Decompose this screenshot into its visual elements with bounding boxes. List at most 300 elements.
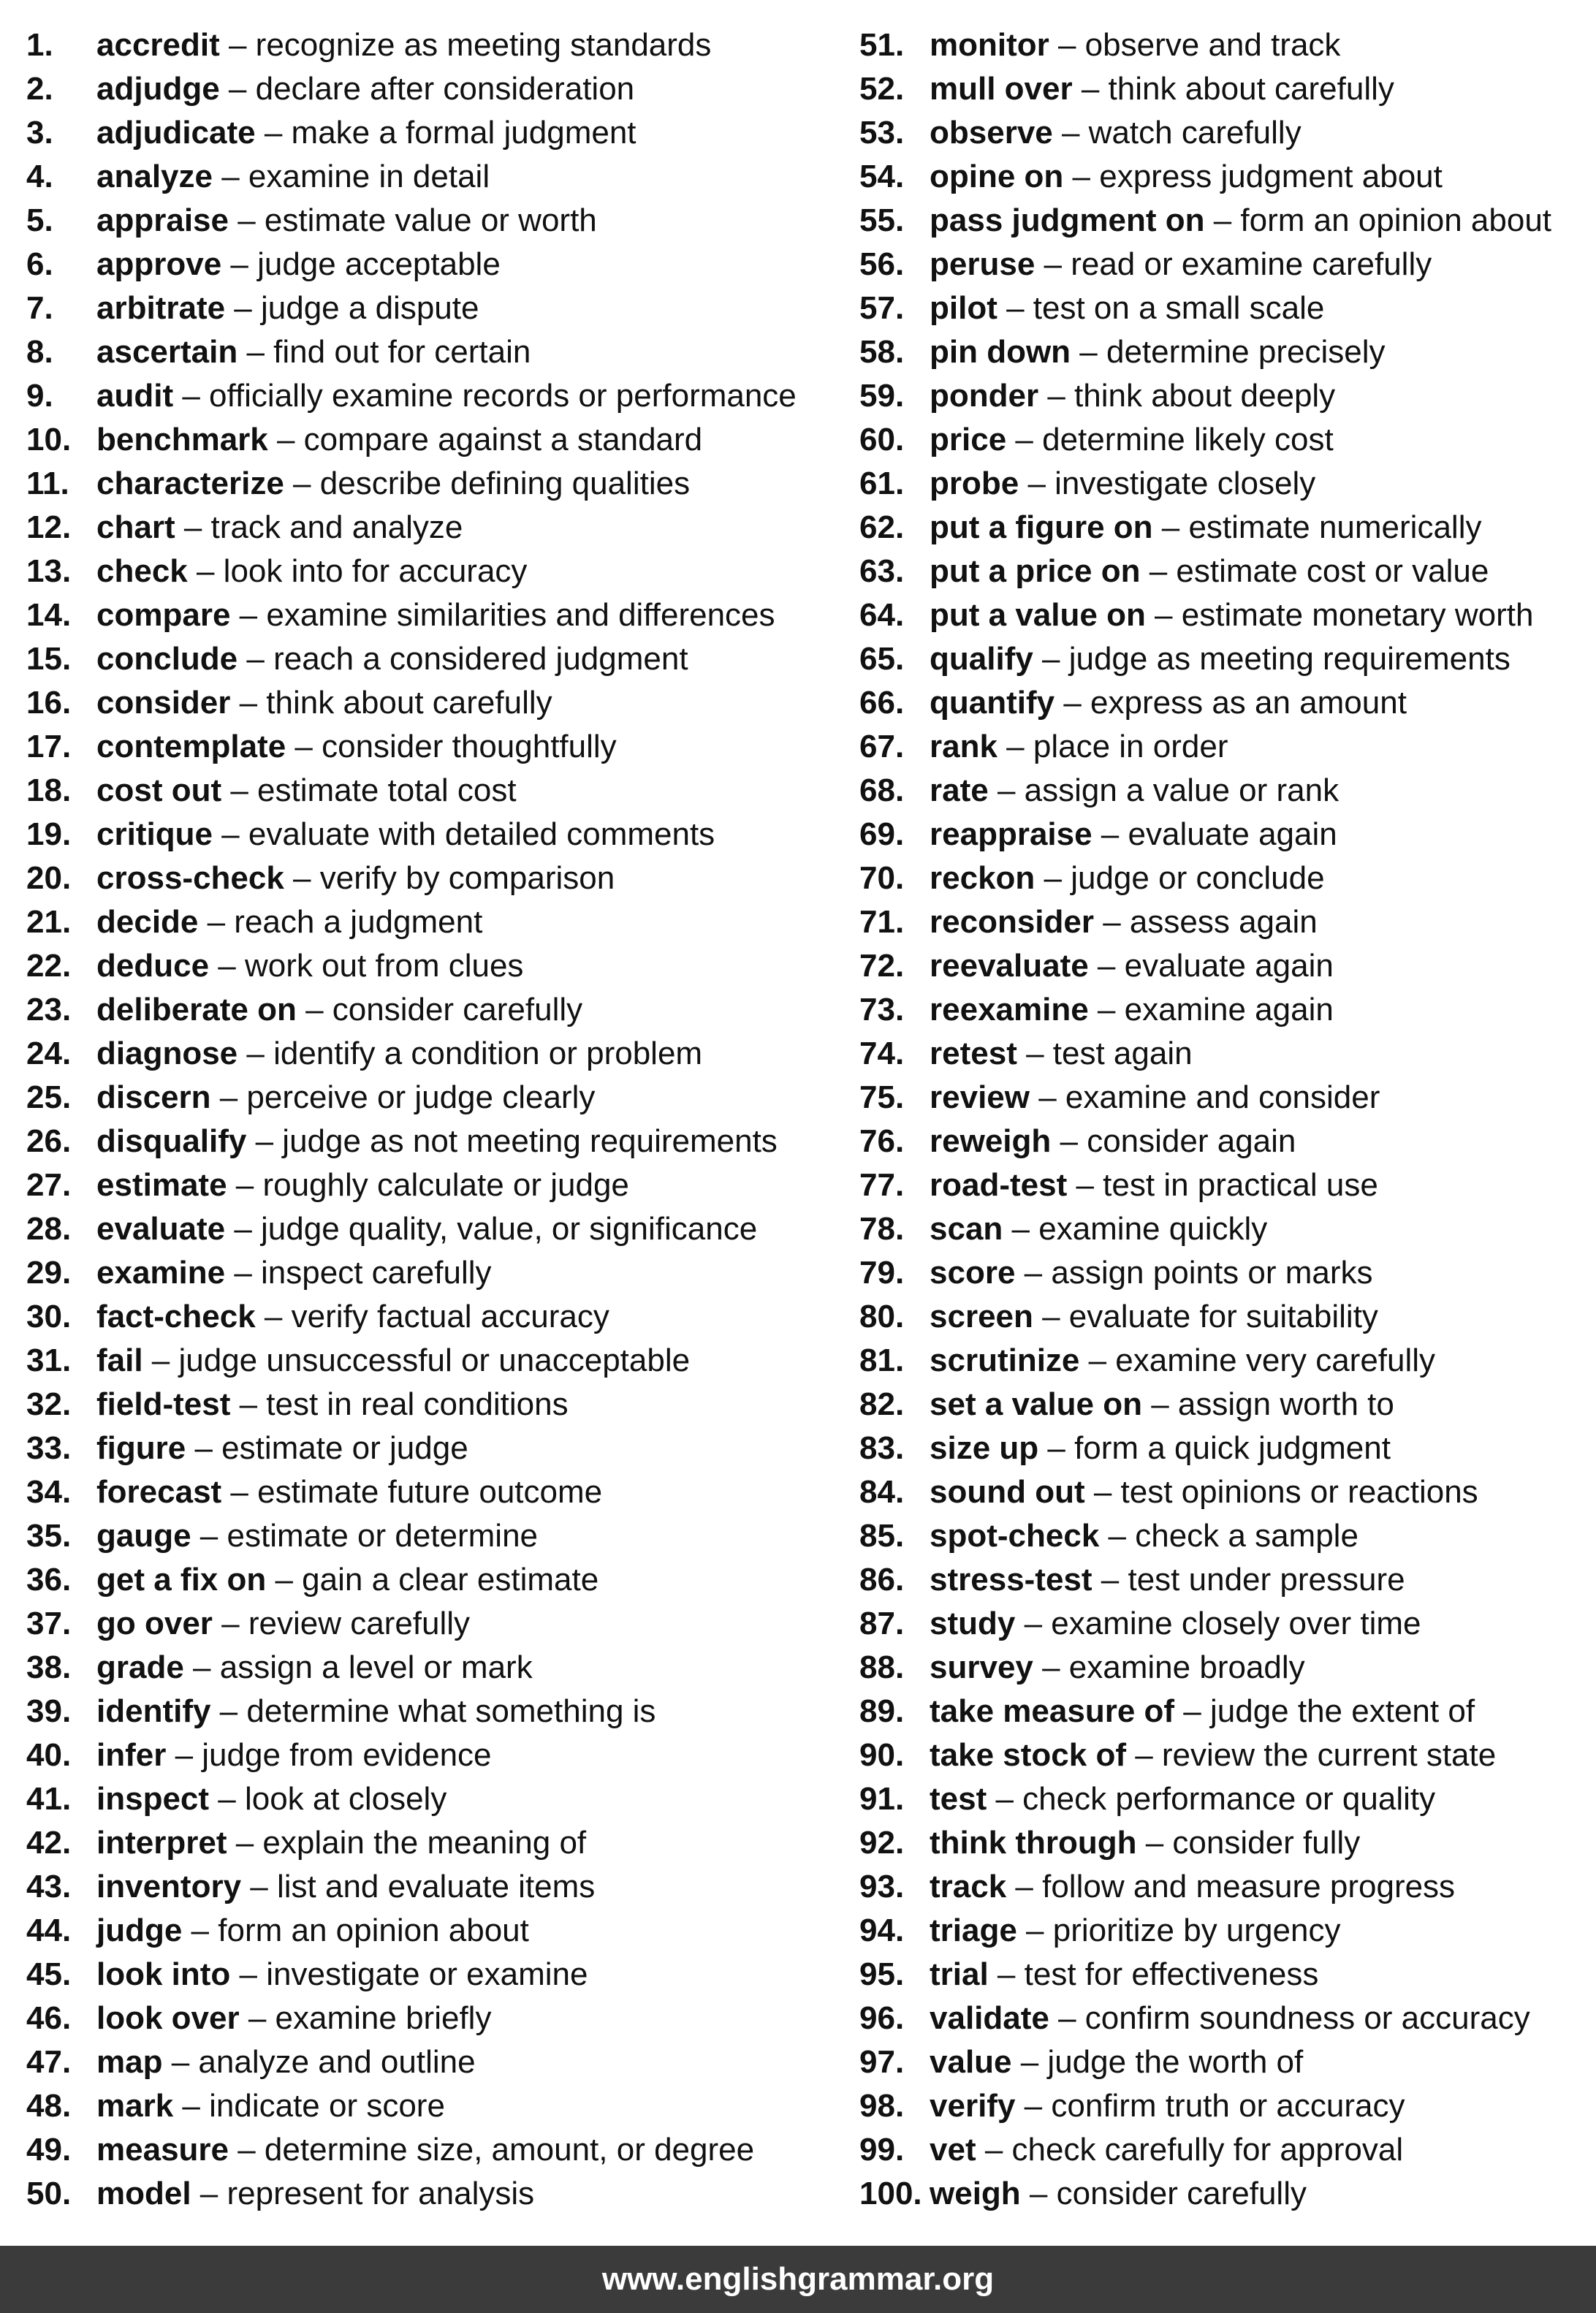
list-item [26,1207,845,1251]
item-definition: – perceive or judge clearly [210,1079,596,1115]
item-word: sound out [930,1474,1085,1510]
item-word: inventory [96,1869,242,1904]
item-word: compare [96,597,231,633]
item-word: observe [930,115,1053,151]
item-word: fact-check [96,1299,256,1334]
item-number: 72. [859,948,905,984]
item-number: 46. [26,2000,72,2036]
item-number: 9. [26,378,53,414]
list-item [26,243,845,286]
item-word: set a value on [930,1386,1143,1422]
item-word: ponder [930,378,1039,414]
item-definition: – observe and track [1049,27,1341,63]
list-item [26,1295,845,1339]
item-word: audit [96,378,174,414]
item-number: 75. [859,1079,905,1115]
word-list [0,23,1596,2216]
item-word: mark [96,2088,174,2124]
list-item [859,374,1590,418]
item-word: reconsider [930,904,1094,940]
item-definition: – examine again [1088,992,1334,1028]
list-item [26,111,845,155]
item-number: 73. [859,992,905,1028]
item-definition: – make a formal judgment [255,115,636,151]
item-word: think through [930,1825,1137,1861]
item-word: disqualify [96,1123,247,1159]
item-definition: – assign a level or mark [183,1649,533,1685]
list-item [26,462,845,506]
item-number: 67. [859,729,905,764]
item-definition: – form a quick judgment [1038,1430,1391,1466]
list-item [859,243,1590,286]
list-item [859,418,1590,462]
list-item [26,1602,845,1646]
item-number: 44. [26,1913,72,1948]
item-word: scrutinize [930,1342,1080,1378]
item-definition: – check a sample [1099,1518,1358,1554]
item-definition: – judge acceptable [221,246,501,282]
list-item [859,1733,1590,1777]
item-number: 61. [859,466,905,501]
list-item [859,944,1590,988]
item-word: conclude [96,641,238,677]
list-item [859,1032,1590,1076]
item-word: scan [930,1211,1003,1247]
item-word: quantify [930,685,1055,721]
item-number: 69. [859,816,905,852]
item-word: look over [96,2000,240,2036]
item-definition: – test under pressure [1092,1562,1405,1598]
item-word: ascertain [96,334,238,370]
list-item [26,330,845,374]
item-word: cross-check [96,860,284,896]
list-item [859,199,1590,243]
item-word: estimate [96,1167,227,1203]
item-word: evaluate [96,1211,226,1247]
list-item [26,2128,845,2172]
item-word: arbitrate [96,290,226,326]
item-definition: – describe defining qualities [284,466,691,501]
item-number: 95. [859,1956,905,1992]
item-number: 45. [26,1956,72,1992]
item-number: 26. [26,1123,72,1159]
item-definition: – assign points or marks [1015,1255,1373,1291]
item-word: interpret [96,1825,227,1861]
item-number: 41. [26,1781,72,1817]
item-number: 98. [859,2088,905,2124]
list-item [26,2084,845,2128]
item-word: weigh [930,2176,1021,2211]
item-word: value [930,2044,1012,2080]
list-item [26,155,845,199]
item-word: go over [96,1606,213,1641]
item-definition: – determine size, amount, or degree [229,2132,755,2168]
item-number: 68. [859,772,905,808]
item-number: 90. [859,1737,905,1773]
item-number: 62. [859,509,905,545]
item-word: reckon [930,860,1036,896]
item-definition: – prioritize by urgency [1016,1913,1341,1948]
list-item [26,199,845,243]
list-item [26,1383,845,1427]
list-item [26,286,845,330]
list-item [26,1690,845,1733]
list-item [859,900,1590,944]
list-item [26,988,845,1032]
item-definition: – express judgment about [1063,159,1443,194]
item-number: 1. [26,27,53,63]
item-definition: – reach a considered judgment [238,641,688,677]
item-definition: – recognize as meeting standards [219,27,712,63]
item-definition: – verify by comparison [284,860,615,896]
list-item [26,1032,845,1076]
item-definition: – roughly calculate or judge [227,1167,629,1203]
item-word: infer [96,1737,167,1773]
item-number: 25. [26,1079,72,1115]
item-number: 78. [859,1211,905,1247]
list-item [859,2084,1590,2128]
item-word: review [930,1079,1030,1115]
item-word: retest [930,1036,1017,1071]
item-word: qualify [930,641,1033,677]
item-definition: – think about carefully [1072,71,1394,107]
item-number: 34. [26,1474,72,1510]
list-item [859,67,1590,111]
list-item [859,725,1590,769]
item-number: 59. [859,378,905,414]
item-number: 57. [859,290,905,326]
item-definition: – judge as meeting requirements [1033,641,1510,677]
item-number: 7. [26,290,53,326]
item-number: 21. [26,904,72,940]
list-item [26,418,845,462]
item-word: adjudicate [96,115,256,151]
item-number: 42. [26,1825,72,1861]
item-definition: – test for effectiveness [988,1956,1319,1992]
item-word: put a figure on [930,509,1153,545]
item-definition: – read or examine carefully [1035,246,1432,282]
list-item [859,2172,1590,2216]
item-number: 56. [859,246,905,282]
item-word: mull over [930,71,1073,107]
item-number: 30. [26,1299,72,1334]
item-number: 80. [859,1299,905,1334]
list-item [859,2128,1590,2172]
item-definition: – find out for certain [238,334,531,370]
list-item [26,637,845,681]
list-item [26,1076,845,1120]
item-number: 15. [26,641,72,677]
item-definition: – estimate total cost [221,772,517,808]
list-item [26,944,845,988]
item-word: track [930,1869,1007,1904]
item-definition: – estimate cost or value [1140,553,1489,589]
item-number: 2. [26,71,53,107]
item-definition: – watch carefully [1052,115,1302,151]
list-item [26,550,845,593]
item-number: 83. [859,1430,905,1466]
item-definition: – test on a small scale [997,290,1325,326]
item-definition: – evaluate again [1088,948,1334,984]
item-definition: – express as an amount [1054,685,1407,721]
list-item [859,1163,1590,1207]
list-item [859,769,1590,813]
item-number: 92. [859,1825,905,1861]
list-item [859,593,1590,637]
list-item [26,1909,845,1953]
item-number: 43. [26,1869,72,1904]
item-word: check [96,553,188,589]
item-definition: – look into for accuracy [187,553,528,589]
list-item [859,1690,1590,1733]
item-word: test [930,1781,987,1817]
item-definition: – check carefully for approval [976,2132,1404,2168]
list-item [859,462,1590,506]
item-definition: – examine briefly [239,2000,492,2036]
item-definition: – evaluate for suitability [1033,1299,1378,1334]
item-number: 36. [26,1562,72,1598]
list-item [859,1646,1590,1690]
item-definition: – look at closely [209,1781,447,1817]
list-item [859,857,1590,900]
item-word: adjudge [96,71,220,107]
item-number: 28. [26,1211,72,1247]
list-item [26,769,845,813]
item-definition: – represent for analysis [191,2176,535,2211]
item-definition: – declare after consideration [219,71,635,107]
item-word: pilot [930,290,997,326]
list-item [859,1427,1590,1470]
list-item [859,1602,1590,1646]
item-definition: – inspect carefully [225,1255,492,1291]
item-definition: – test in real conditions [230,1386,569,1422]
item-number: 86. [859,1562,905,1598]
item-word: reweigh [930,1123,1052,1159]
list-item [859,1997,1590,2040]
item-number: 23. [26,992,72,1028]
list-item [859,111,1590,155]
item-definition: – form an opinion about [182,1913,529,1948]
list-item [859,330,1590,374]
item-definition: – judge a dispute [225,290,479,326]
item-number: 71. [859,904,905,940]
item-definition: – judge from evidence [166,1737,492,1773]
footer-url[interactable]: www.englishgrammar.org [601,2261,995,2297]
item-number: 55. [859,202,905,238]
item-word: analyze [96,159,213,194]
item-number: 100. [859,2176,922,2211]
item-definition: – consider fully [1136,1825,1361,1861]
item-definition: – examine and consider [1029,1079,1380,1115]
list-item [26,1997,845,2040]
list-item [26,1427,845,1470]
list-item [26,2040,845,2084]
item-definition: – compare against a standard [267,422,703,457]
item-word: reappraise [930,816,1092,852]
item-number: 35. [26,1518,72,1554]
list-item [859,1777,1590,1821]
item-word: measure [96,2132,229,2168]
item-number: 8. [26,334,53,370]
item-definition: – officially examine records or performance [173,378,797,414]
item-word: pin down [930,334,1071,370]
item-definition: – investigate closely [1019,466,1316,501]
item-number: 3. [26,115,53,151]
item-number: 51. [859,27,905,63]
item-number: 88. [859,1649,905,1685]
list-item [26,1251,845,1295]
item-definition: – estimate value or worth [228,202,597,238]
item-number: 99. [859,2132,905,2168]
list-item [859,1120,1590,1163]
item-definition: – examine very carefully [1079,1342,1436,1378]
item-number: 96. [859,2000,905,2036]
item-word: survey [930,1649,1033,1685]
item-number: 54. [859,159,905,194]
list-item [859,1383,1590,1427]
item-word: screen [930,1299,1033,1334]
list-item [859,155,1590,199]
item-definition: – assign a value or rank [988,772,1340,808]
item-number: 53. [859,115,905,151]
list-item [26,900,845,944]
list-item [859,23,1590,67]
item-definition: – estimate future outcome [221,1474,603,1510]
list-item [859,988,1590,1032]
item-word: map [96,2044,163,2080]
item-number: 12. [26,509,72,545]
item-definition: – judge the extent of [1174,1693,1475,1729]
item-number: 93. [859,1869,905,1904]
list-item [859,1909,1590,1953]
item-definition: – evaluate again [1092,816,1337,852]
item-definition: – estimate or determine [191,1518,539,1554]
item-number: 70. [859,860,905,896]
item-word: road-test [930,1167,1068,1203]
word-list-right-column [859,23,1590,2216]
item-word: get a fix on [96,1562,267,1598]
item-number: 6. [26,246,53,282]
item-number: 50. [26,2176,72,2211]
list-item [859,1953,1590,1997]
item-word: examine [96,1255,226,1291]
item-number: 39. [26,1693,72,1729]
list-item [859,681,1590,725]
item-word: consider [96,685,231,721]
item-number: 48. [26,2088,72,2124]
item-definition: – test opinions or reactions [1084,1474,1478,1510]
list-item [26,1777,845,1821]
list-item [26,1514,845,1558]
list-item [26,1953,845,1997]
list-item [859,286,1590,330]
item-definition: – identify a condition or problem [238,1036,703,1071]
list-item [26,1470,845,1514]
item-word: take measure of [930,1693,1175,1729]
item-word: rate [930,772,989,808]
list-item [859,1865,1590,1909]
item-word: validate [930,2000,1049,2036]
item-word: cost out [96,772,222,808]
item-number: 91. [859,1781,905,1817]
item-word: decide [96,904,199,940]
item-number: 5. [26,202,53,238]
item-number: 19. [26,816,72,852]
item-definition: – determine likely cost [1006,422,1334,457]
item-word: forecast [96,1474,222,1510]
item-word: price [930,422,1007,457]
item-number: 94. [859,1913,905,1948]
item-definition: – estimate monetary worth [1145,597,1534,633]
item-number: 64. [859,597,905,633]
item-word: benchmark [96,422,268,457]
item-definition: – indicate or score [173,2088,445,2124]
item-word: figure [96,1430,186,1466]
list-item [26,725,845,769]
list-item [859,1558,1590,1602]
item-word: contemplate [96,729,286,764]
item-word: chart [96,509,175,545]
item-number: 76. [859,1123,905,1159]
item-number: 14. [26,597,72,633]
item-definition: – form an opinion about [1204,202,1552,238]
item-number: 13. [26,553,72,589]
item-number: 17. [26,729,72,764]
item-number: 31. [26,1342,72,1378]
item-definition: – list and evaluate items [241,1869,596,1904]
list-item [26,506,845,550]
item-number: 37. [26,1606,72,1641]
item-number: 11. [26,466,69,501]
item-word: reevaluate [930,948,1089,984]
item-definition: – check performance or quality [987,1781,1436,1817]
list-item [859,1295,1590,1339]
item-definition: – review the current state [1125,1737,1497,1773]
item-word: gauge [96,1518,191,1554]
item-word: monitor [930,27,1049,63]
item-definition: – consider carefully [296,992,583,1028]
list-item [26,1163,845,1207]
item-number: 65. [859,641,905,677]
list-item [26,1646,845,1690]
item-number: 49. [26,2132,72,2168]
list-item [26,1558,845,1602]
item-definition: – assess again [1093,904,1318,940]
item-definition: – follow and measure progress [1006,1869,1456,1904]
item-word: opine on [930,159,1064,194]
list-item [26,681,845,725]
item-word: inspect [96,1781,210,1817]
item-number: 87. [859,1606,905,1641]
item-number: 24. [26,1036,72,1071]
item-definition: – determine what something is [210,1693,656,1729]
item-definition: – judge unsuccessful or unacceptable [142,1342,691,1378]
item-word: rank [930,729,997,764]
list-item [859,1514,1590,1558]
list-item [26,374,845,418]
item-number: 20. [26,860,72,896]
list-item [859,2040,1590,2084]
item-definition: – review carefully [212,1606,471,1641]
item-definition: – judge quality, value, or significance [225,1211,758,1247]
list-item [859,637,1590,681]
list-item [859,1251,1590,1295]
list-item [859,1821,1590,1865]
item-definition: – examine in detail [212,159,490,194]
item-number: 16. [26,685,72,721]
item-word: discern [96,1079,211,1115]
item-definition: – examine similarities and differences [230,597,775,633]
